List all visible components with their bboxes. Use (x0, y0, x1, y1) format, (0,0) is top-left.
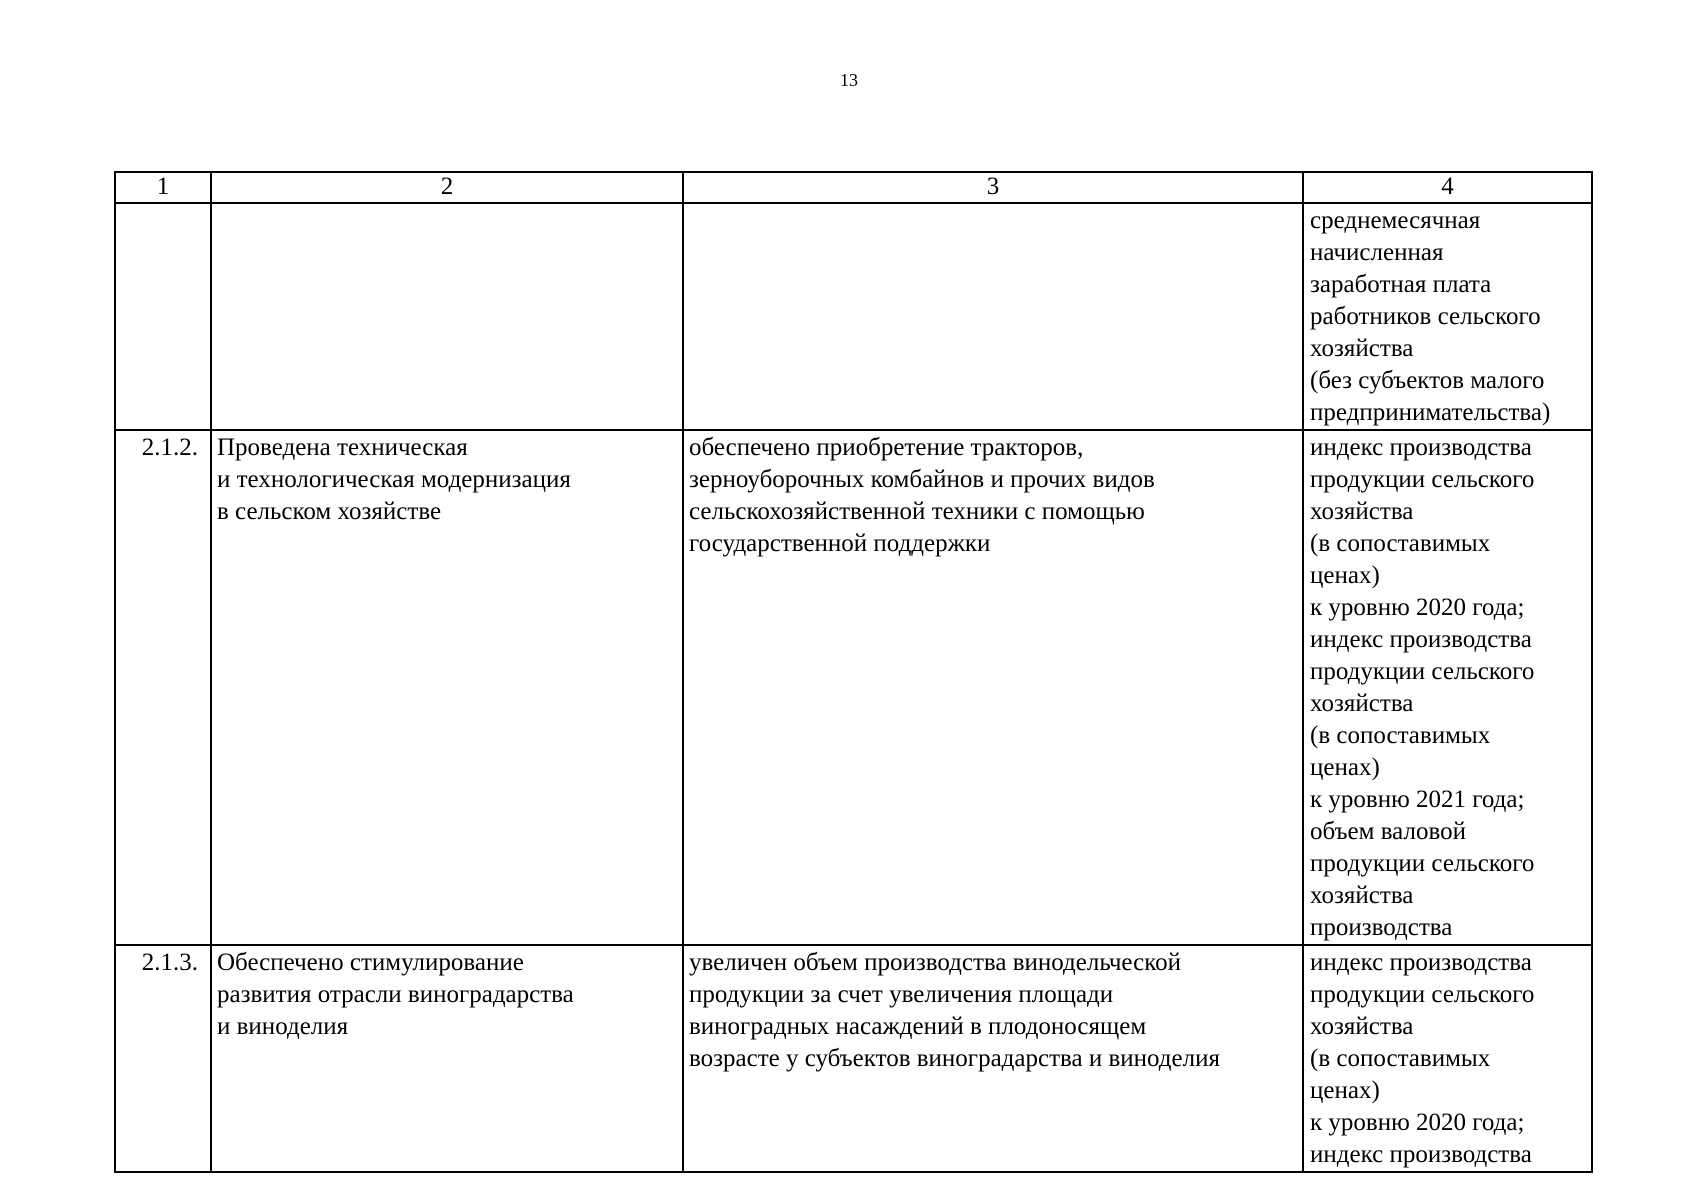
indicator-line: хозяйства (1310, 1013, 1414, 1040)
indicator-line: к уровню 2020 года; (1310, 594, 1525, 621)
indicator-line: продукции сельского (1310, 466, 1535, 493)
result-line: развития отрасли виноградарства (217, 981, 574, 1008)
indicator-line: среднемесячная (1310, 207, 1481, 234)
indicator-line: хозяйства (1310, 498, 1414, 525)
row-indicator (1303, 945, 1592, 1172)
indicator-line: продукции сельского (1310, 981, 1535, 1008)
effect-line: государственной поддержки (689, 530, 991, 557)
effect-line: обеспечено приобретение тракторов, (689, 434, 1084, 461)
result-line: Обеспечено стимулирование (217, 949, 524, 976)
indicator-line: индекс производства (1310, 1141, 1532, 1168)
table-row (115, 945, 1592, 1172)
indicator-line: хозяйства (1310, 335, 1414, 362)
indicator-line: производства (1310, 914, 1453, 941)
indicator-line: ценах) (1310, 562, 1380, 589)
indicator-line: продукции сельского (1310, 850, 1535, 877)
row-number (115, 203, 211, 430)
table-row (115, 430, 1592, 945)
indicator-line: (в сопоставимых (1310, 530, 1491, 557)
table-header-row (115, 172, 1592, 203)
indicator-line: (без субъектов малого (1310, 367, 1545, 394)
page-number: 13 (840, 70, 858, 90)
indicator-line: работников сельского (1310, 303, 1541, 330)
row-number: 2.1.3. (115, 945, 211, 1172)
indicator-line: ценах) (1310, 754, 1380, 781)
row-indicator (1303, 203, 1592, 430)
row-number: 2.1.2. (115, 430, 211, 945)
row-effect (683, 203, 1303, 430)
header-cell-1: 1 (115, 172, 211, 203)
row-result (211, 430, 683, 945)
result-line: в сельском хозяйстве (217, 498, 442, 525)
result-line: Проведена техническая (217, 434, 468, 461)
effect-line: возрасте у субъектов виноградарства и виноделия (689, 1045, 1220, 1072)
indicator-line: индекс производства (1310, 434, 1532, 461)
table-row (115, 203, 1592, 430)
row-effect (683, 430, 1303, 945)
effect-line: виноградных насаждений в плодоносящем (689, 1013, 1147, 1040)
indicator-line: (в сопоставимых (1310, 1045, 1491, 1072)
result-line: и виноделия (217, 1013, 349, 1040)
header-cell-2: 2 (211, 172, 683, 203)
indicator-line: заработная плата (1310, 271, 1492, 298)
indicator-line: хозяйства (1310, 690, 1414, 717)
result-line: и технологическая модернизация (217, 466, 571, 493)
indicator-line: хозяйства (1310, 882, 1414, 909)
indicator-line: (в сопоставимых (1310, 722, 1491, 749)
row-effect (683, 945, 1303, 1172)
indicator-line: продукции сельского (1310, 658, 1535, 685)
effect-line: зерноуборочных комбайнов и прочих видов (689, 466, 1155, 493)
row-indicator (1303, 430, 1592, 945)
row-result (211, 203, 683, 430)
indicator-line: индекс производства (1310, 949, 1532, 976)
effect-line: увеличен объем производства винодельческой (689, 949, 1181, 976)
effect-line: продукции за счет увеличения площади (689, 981, 1114, 1008)
document-table (114, 171, 1593, 1173)
indicator-line: ценах) (1310, 1077, 1380, 1104)
header-cell-4: 4 (1303, 172, 1592, 203)
indicator-line: начисленная (1310, 239, 1444, 266)
header-cell-3: 3 (683, 172, 1303, 203)
row-result (211, 945, 683, 1172)
indicator-line: предпринимательства) (1310, 399, 1551, 426)
indicator-line: индекс производства (1310, 626, 1532, 653)
indicator-line: объем валовой (1310, 818, 1466, 845)
effect-line: сельскохозяйственной техники с помощью (689, 498, 1145, 525)
indicator-line: к уровню 2020 года; (1310, 1109, 1525, 1136)
indicator-line: к уровню 2021 года; (1310, 786, 1525, 813)
